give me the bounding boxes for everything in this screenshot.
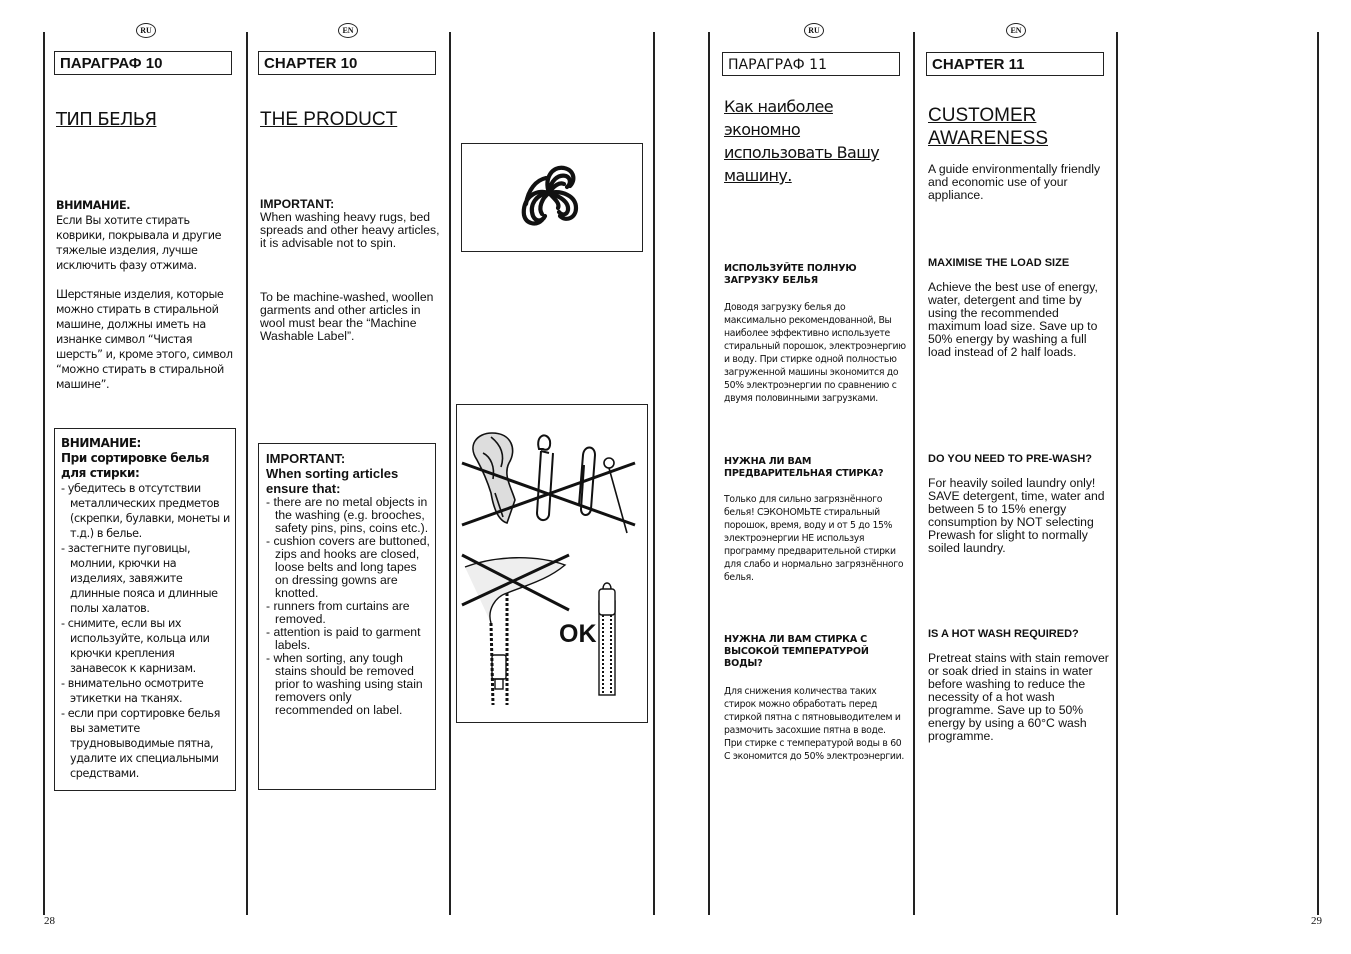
ok-label: OK bbox=[559, 620, 597, 648]
list-item: - внимательно осмотрите этикетки на тканях. bbox=[61, 677, 204, 705]
intro-text: A guide environmentally friendly and economic use of your appliance. bbox=[928, 162, 1101, 202]
wool-paragraph: Шерстяные изделия, которые можно стирать в стиральной машине, должны иметь на изнанке символ “Чистая шерсть” и, кроме этого, символ “можно стирать в стиральной машине”. bbox=[56, 288, 233, 391]
notice-subheading: When sorting articles ensure that: bbox=[266, 466, 399, 496]
chapter-heading: ПАРАГРАФ 10 bbox=[54, 51, 232, 75]
column-divider bbox=[653, 32, 655, 915]
language-mark-en: EN bbox=[338, 23, 358, 38]
section-heading: IS A HOT WASH REQUIRED? bbox=[928, 628, 1079, 640]
section-heading: НУЖНА ЛИ ВАМ СТИРКА С ВЫСОКОЙ ТЕМПЕРАТУРОЙ ВОДЫ? bbox=[724, 634, 869, 669]
notice-subheading: При сортировке белья для стирки: bbox=[61, 451, 210, 480]
sorting-notice-box bbox=[258, 443, 436, 790]
language-mark-en: EN bbox=[1006, 23, 1026, 38]
list-item: - runners from curtains are removed. bbox=[266, 599, 410, 626]
language-mark-ru: RU bbox=[136, 23, 156, 38]
list-item: - when sorting, any tough stains should be removed prior to washing using stain removers only recommended on label. bbox=[266, 651, 423, 717]
page-number: 29 bbox=[1311, 915, 1322, 927]
section-text: Только для сильно загрязнённого белья! СЭКОНОМЬТЕ стиральный порошок, время, воду и от 5 до 15% электроэнергии НЕ используя программу предварительной стирки для слабо и нормально загрязнённого белья. bbox=[724, 494, 904, 583]
notice-heading: ВНИМАНИЕ: bbox=[61, 436, 141, 450]
notice-heading: IMPORTANT: bbox=[266, 451, 346, 466]
section-heading: НУЖНА ЛИ ВАМ ПРЕДВАРИТЕЛЬНАЯ СТИРКА? bbox=[724, 456, 884, 479]
list-item: - если при сортировке белья вы заметите трудновыводимые пятна, удалите их специальными средствами. bbox=[61, 707, 220, 780]
list-item: - attention is paid to garment labels. bbox=[266, 625, 421, 652]
column-divider bbox=[708, 32, 710, 915]
section-heading: ИСПОЛЬЗУЙТЕ ПОЛНУЮ ЗАГРУЗКУ БЕЛЬЯ bbox=[724, 263, 857, 286]
warning-text: When washing heavy rugs, bed spreads and other heavy articles, it is advisable not to spin. bbox=[260, 210, 440, 250]
chapter-heading: CHAPTER 11 bbox=[926, 52, 1104, 76]
sorting-illustration bbox=[457, 405, 647, 722]
warning-heading: ВНИМАНИЕ. bbox=[56, 199, 131, 212]
chapter-title: THE PRODUCT bbox=[260, 109, 398, 130]
list-item: - снимите, если вы их используйте, кольца или крючки крепления занавесок к карнизам. bbox=[61, 617, 210, 675]
column-divider bbox=[913, 32, 915, 915]
chapter-title: Как наиболее экономно использовать Вашу машину. bbox=[724, 97, 880, 185]
sorting-illustration-frame bbox=[456, 404, 648, 723]
section-text: Pretreat stains with stain remover or soak dried in stains in water before washing to reduce the necessity of a hot wash programme. Save up to 50% energy by using a 60°C wash programme. bbox=[928, 651, 1109, 743]
column-divider bbox=[246, 32, 248, 915]
sorting-notice-box bbox=[54, 428, 236, 791]
chapter-title: ТИП БЕЛЬЯ bbox=[56, 109, 157, 130]
section-text: Achieve the best use of energy, water, detergent and time by using the recommended maximum load size. Save up to 50% energy by washing a full load instead of 2 half loads. bbox=[928, 280, 1098, 359]
page-number: 28 bbox=[44, 915, 55, 927]
list-item: - убедитесь в отсутствии металлических предметов (скрепки, булавки, монеты и т.д.) в белье. bbox=[61, 482, 230, 540]
column-divider bbox=[1116, 32, 1118, 915]
chapter-title: CUSTOMER AWARENESS bbox=[928, 105, 1049, 149]
wool-paragraph: To be machine-washed, woollen garments and other articles in wool must bear the “Machine Washable Label”. bbox=[260, 290, 434, 343]
language-mark-ru: RU bbox=[804, 23, 824, 38]
section-text: For heavily soiled laundry only! SAVE detergent, time, water and between 5 to 15% energy consumption by NOT selecting Prewash for slight to normally soiled laundry. bbox=[928, 476, 1105, 555]
woolmark-frame bbox=[461, 143, 643, 252]
section-text: Доводя загрузку белья до максимально рекомендованной, Вы наиболее эффективно используете стиральный порошок, электроэнергию и воду. При стирке одной полностью загруженной машины экономится до 50% электроэнергии по сравнению с двумя половинными загрузками. bbox=[724, 302, 906, 404]
sorting-checklist bbox=[266, 496, 430, 717]
chapter-heading: ПАРАГРАФ 11 bbox=[722, 52, 900, 76]
warning-paragraph bbox=[260, 198, 440, 250]
column-divider bbox=[449, 32, 451, 915]
column-divider bbox=[43, 32, 45, 915]
section-heading: DO YOU NEED TO PRE-WASH? bbox=[928, 453, 1093, 465]
list-item: - cushion covers are buttoned, zips and hooks are closed, loose belts and long tapes on dressing gowns are knotted. bbox=[266, 534, 430, 600]
list-item: - застегните пуговицы, молнии, крючки на изделиях, завяжите длинные пояса и длинные полы халатов. bbox=[61, 542, 218, 615]
warning-paragraph bbox=[56, 198, 238, 273]
warning-heading: IMPORTANT: bbox=[260, 197, 335, 211]
safety-pin-icon bbox=[537, 435, 553, 520]
warning-text: Если Вы хотите стирать коврики, покрывала и другие тяжелые изделия, лучше исключить фазу отжима. bbox=[56, 214, 222, 272]
chapter-heading: CHAPTER 10 bbox=[258, 51, 436, 75]
closed-zip-icon bbox=[599, 583, 615, 695]
woolmark-icon bbox=[514, 160, 584, 230]
section-heading: MAXIMISE THE LOAD SIZE bbox=[928, 257, 1070, 269]
column-divider bbox=[1317, 32, 1319, 915]
sorting-checklist bbox=[61, 481, 230, 781]
section-text: Для снижения количества таких стирок можно обработать перед стиркой пятна с пятновыводителем и размочить засохшие пятна в воде. При стирке с температурой воды в 60 С экономится до 50% электроэнергии. bbox=[724, 686, 905, 762]
list-item: - there are no metal objects in the washing (e.g. brooches, safety pins, pins, coins etc.). bbox=[266, 495, 429, 535]
